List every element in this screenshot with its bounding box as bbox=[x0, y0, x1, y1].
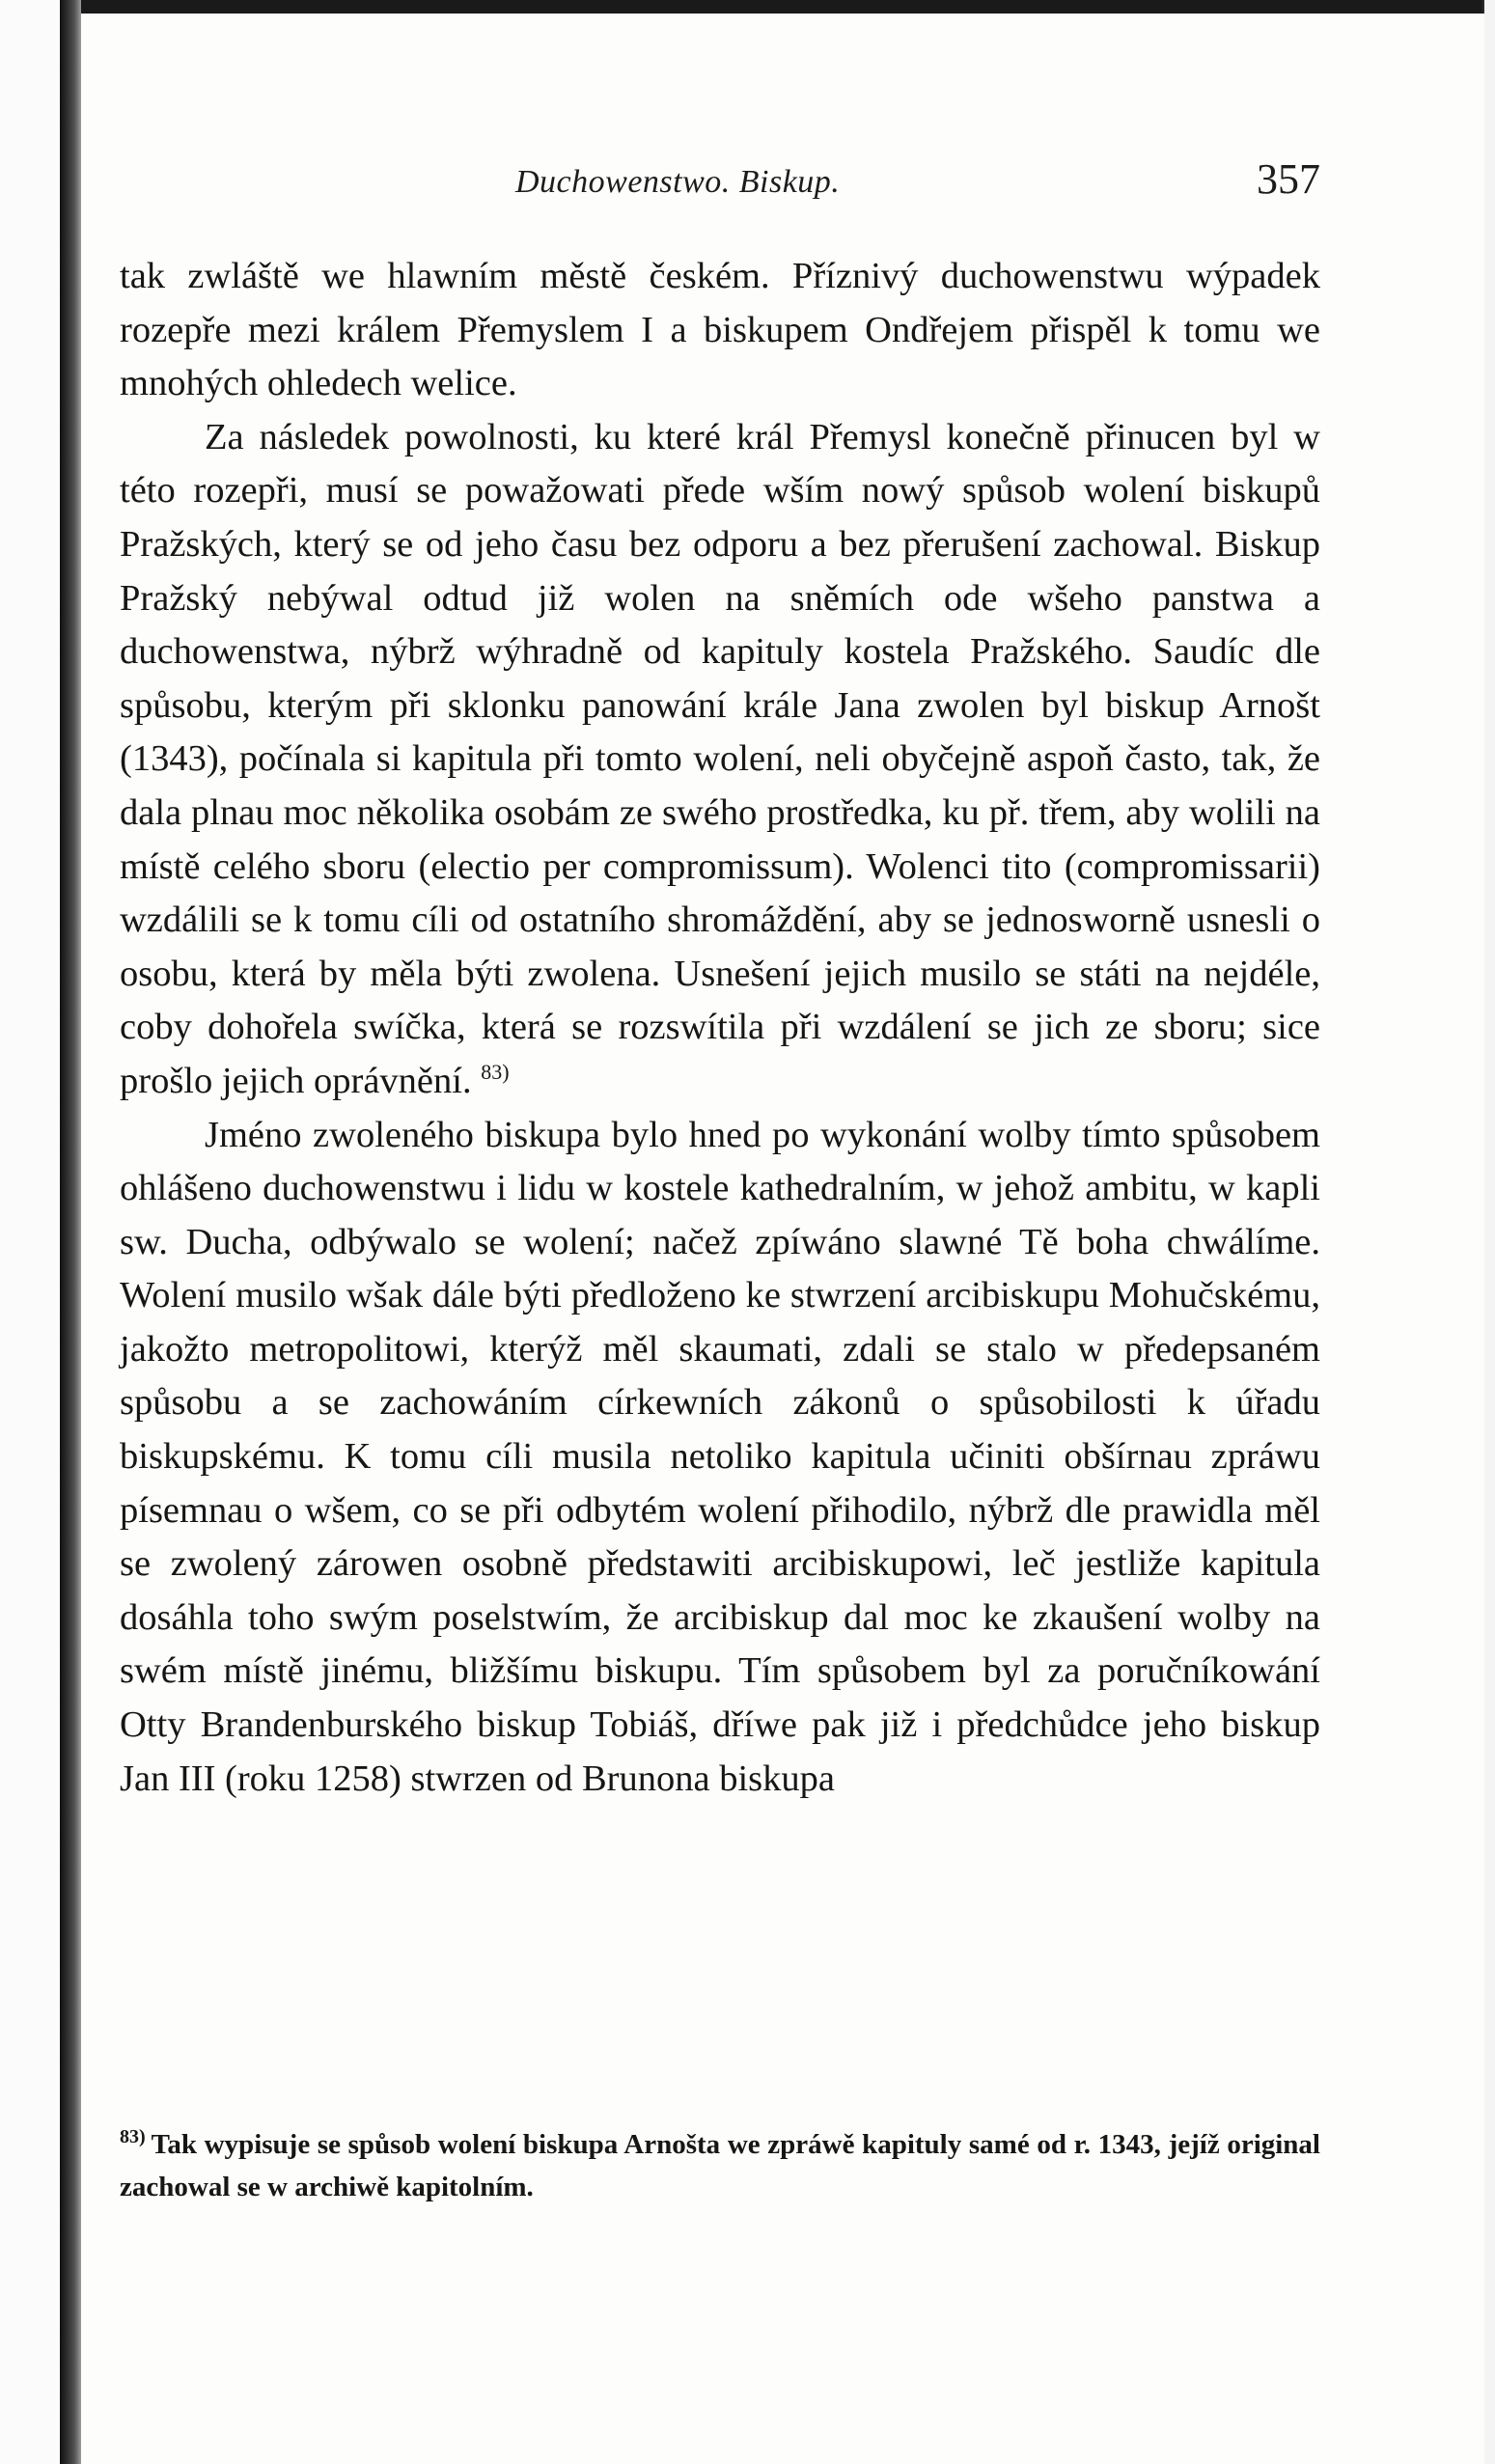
page-number: 357 bbox=[1257, 155, 1320, 203]
paragraph-election-method bbox=[120, 411, 1320, 1109]
book-gutter bbox=[60, 0, 81, 2464]
paragraph-text: Za následek powolnosti, ku které král Přemysl konečně přinucen byl w této rozepři, musí se powažowati přede wším nowý spůsob wolení biskupů Pražských, který se od jeho času bez odporu a bez přerušení zachowal. Biskup Pražský nebýwal odtud již wolen na sněmích ode wšeho panstwa a duchowenstwa, nýbrž wýhradně od kapituly kostela Pražského. Saudíc dle spůsobu, kterým při sklonku panowání krále Jana zwolen byl biskup Arnošt (1343), počínala si kapitula při tomto wolení, neli obyčejně aspoň často, tak, že dala plnau moc několika osobám ze swého prostředka, ku př. třem, aby wolili na místě celého sboru (electio per compromissum). Wolenci tito (compromissarii) wzdálili se k tomu cíli od ostatního shromáždění, aby se jednosworně usnesli o osobu, která by měla býti zwolena. Usnešení jejich musilo se státi na nejdéle, coby dohořela swíčka, která se rozswítila při wzdálení se jich ze sboru; sice prošlo jejich oprávnění. bbox=[120, 416, 1320, 1101]
previous-page-edge bbox=[0, 0, 60, 2464]
footnote-text: Tak wypisuje se spůsob wolení biskupa Arnošta we zpráwě kapituly samé od r. 1343, jejíž original zachowal se w archiwě kapitolním. bbox=[120, 2129, 1320, 2202]
page-header bbox=[81, 149, 1484, 216]
paragraph-continued: tak zwláště we hlawním městě českém. Příznivý duchowenstwu wýpadek rozepře mezi králem Přemyslem I a biskupem Ondřejem přispěl k tomu we mnohých ohledech welice. bbox=[120, 256, 1320, 404]
paragraph-confirmation: Jméno zwoleného biskupa bylo hned po wykonání wolby tímto spůsobem ohlášeno duchowenstwu i lidu w kostele kathedralním, w jehož ambitu, w kapli sw. Ducha, odbýwalo se wolení; načež zpíwáno slawné Tě boha chwálíme. Wolení musilo wšak dále býti předloženo ke stwrzení arcibiskupu Mohučskému, jakožto metropolitowi, kterýž měl skaumati, zdali se stalo w předepsaném spůsobu a se zachowáním církewních zákonů o spůsobilosti k úřadu biskupskému. K tomu cíli musila netoliko kapitula učiniti obšírnau zpráwu písemnau o wšem, co se při odbytém wolení přihodilo, nýbrž dle prawidla měl se zwolený zárowen osobně předstawiti arcibiskupowi, leč jestliže kapitula dosáhla toho swým poselstwím, že arcibiskup dal moc ke zkaušení wolby na swém místě jinému, bližšímu biskupu. Tím spůsobem byl za poručníkowání Otty Brandenburského biskup Tobiáš, dříwe pak již i předchůdce jeho biskup Jan III (roku 1258) stwrzen od Brunona biskupa bbox=[120, 1114, 1320, 1799]
footnote-reference: 83) bbox=[481, 1060, 510, 1085]
footnote bbox=[120, 2123, 1320, 2208]
footnote-mark: 83) bbox=[120, 2126, 146, 2148]
book-page bbox=[81, 14, 1484, 2464]
running-head: Duchowenstwo. Biskup. bbox=[515, 164, 841, 200]
body-text bbox=[120, 250, 1320, 1806]
